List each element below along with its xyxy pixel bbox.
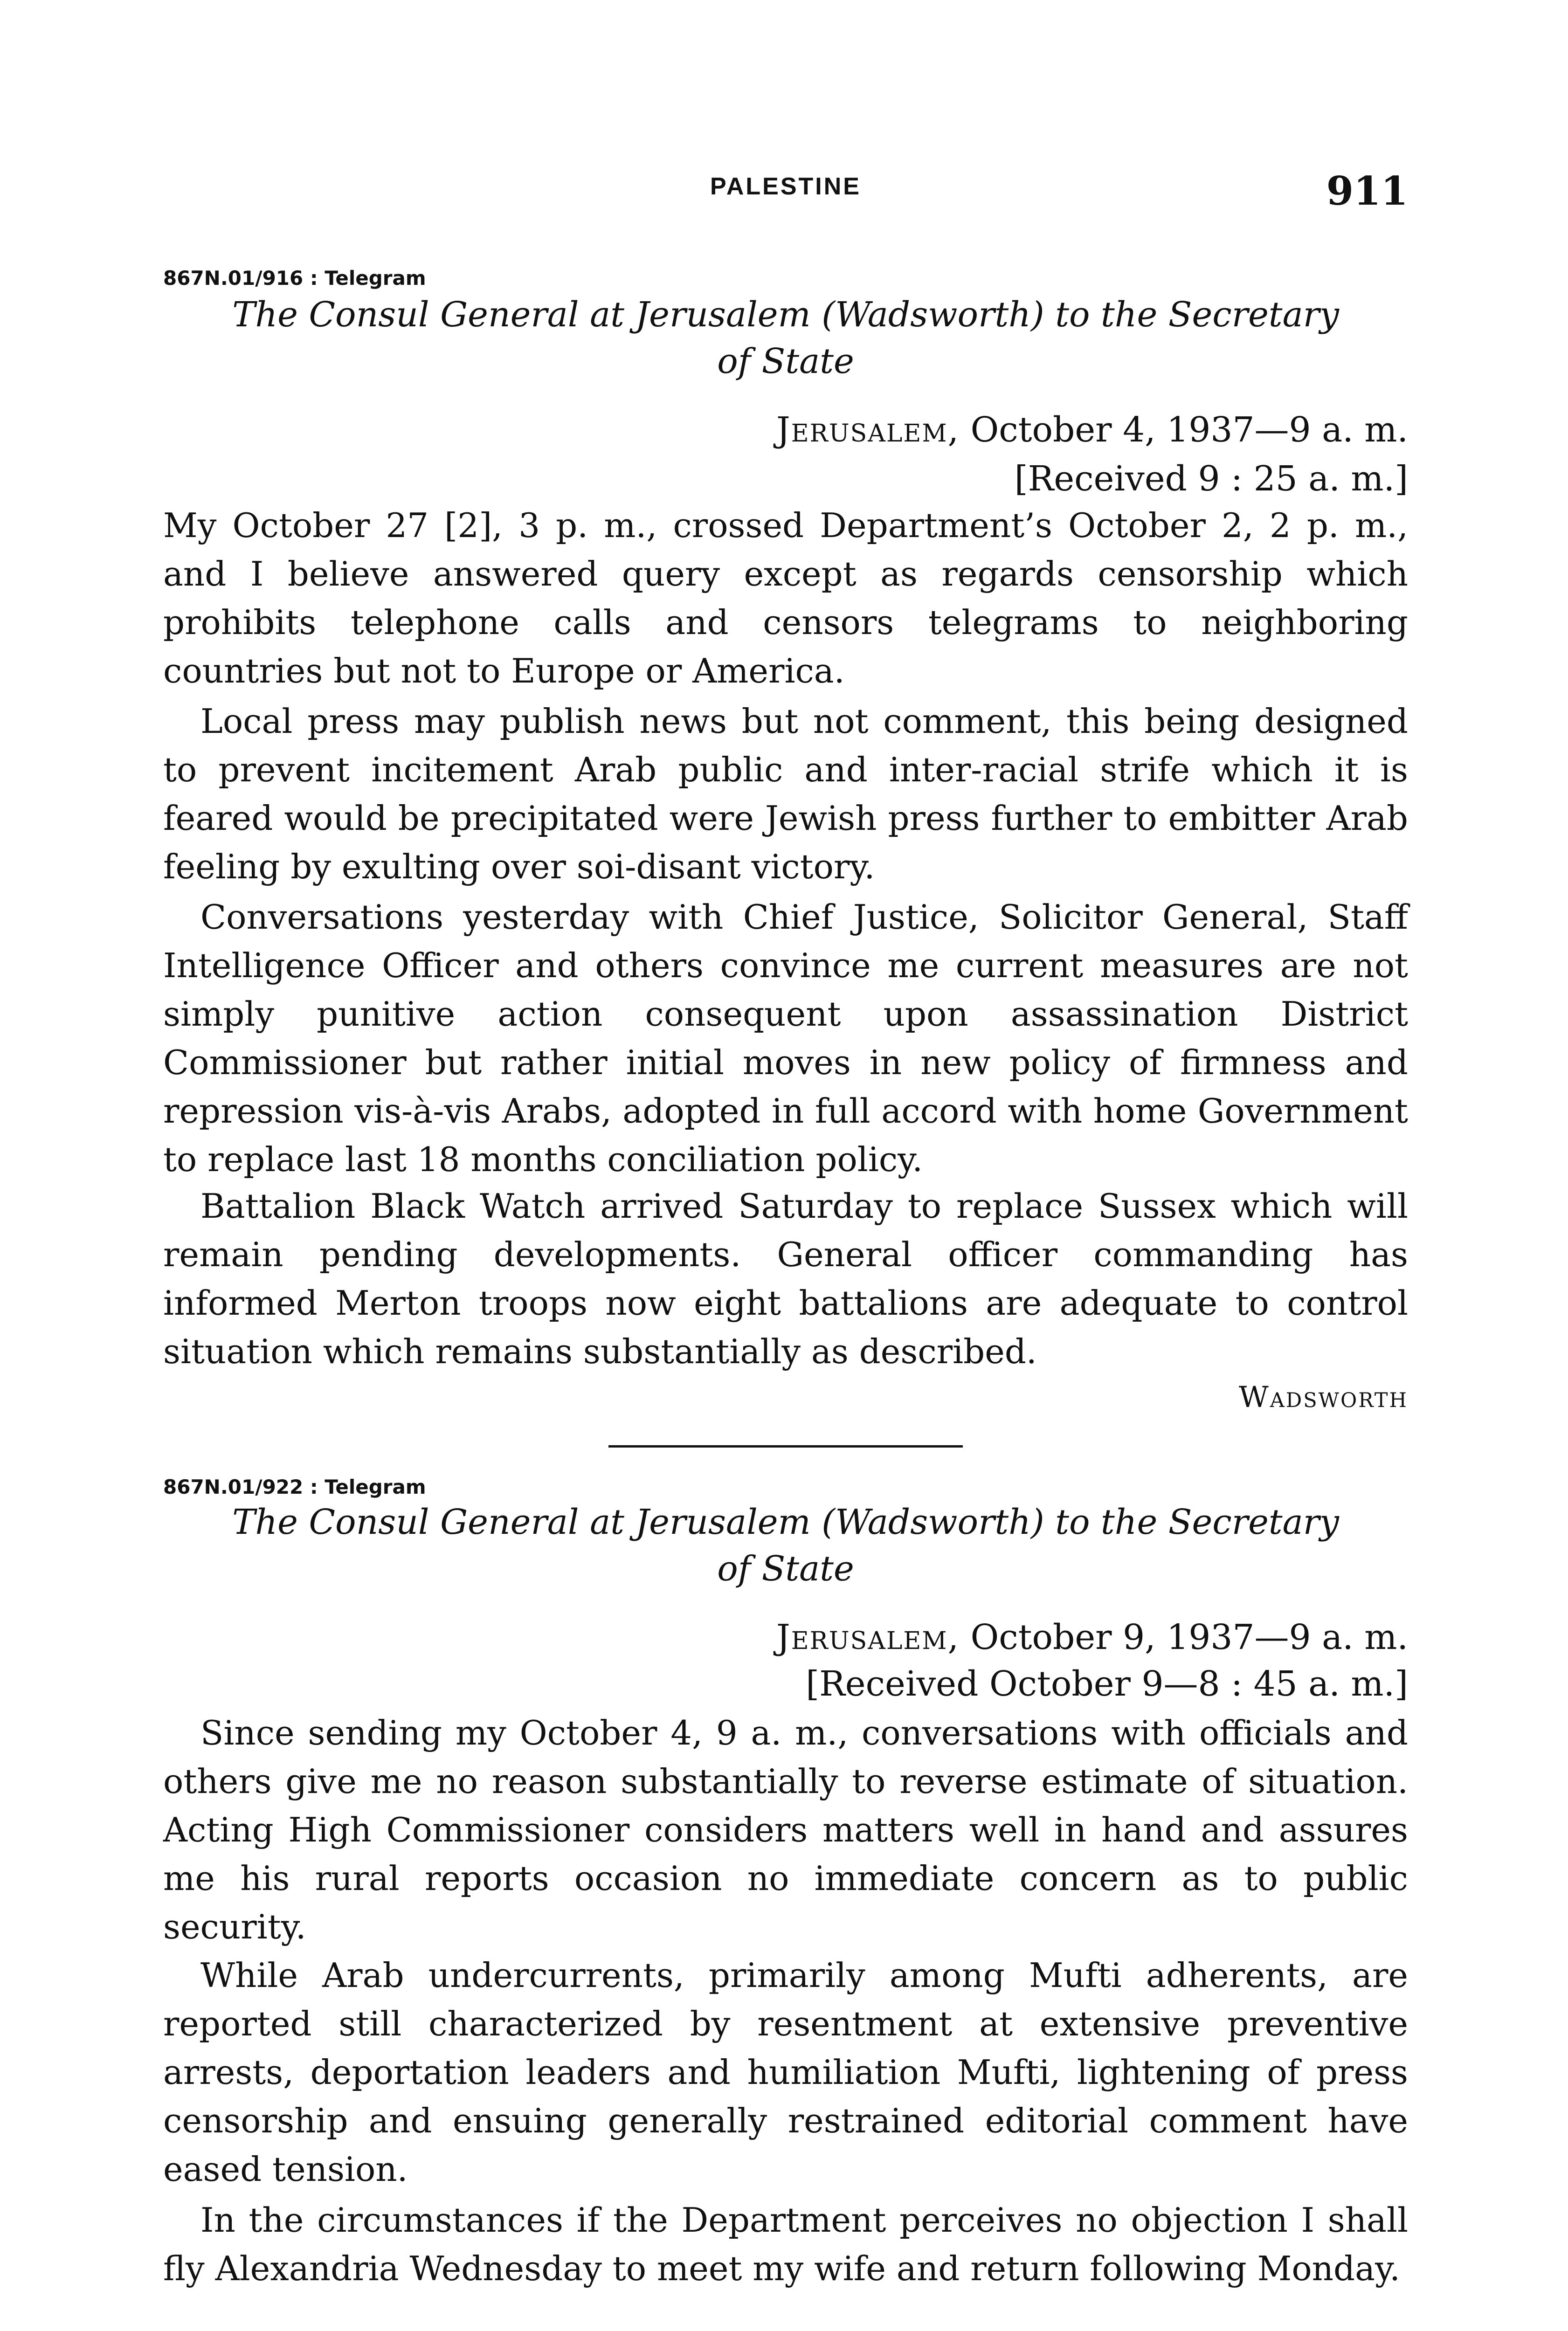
document-heading-continuation: of State: [717, 1549, 854, 1589]
running-head: [163, 168, 1408, 219]
paragraph: Conversations yesterday with Chief Justice, Solicitor General, Staff Intelligence Officer and others convince me current measures are not simply punitive action consequent upon assassination District Commissioner but rather initial moves in new policy of firmness and repression vis-à-vis Arabs, adopted in full accord with home Government to replace last 18 months conciliation policy.: [163, 897, 1408, 1179]
paragraph: Battalion Black Watch arrived Saturday to replace Sussex which will remain pending developments. General officer commanding has informed Merton troops now eight battalions are adequate to control situation which remains substantially as described.: [163, 1186, 1408, 1371]
received-line: [Received 9 : 25 a. m.]: [1014, 459, 1408, 499]
dateline-place: Jerusalem,: [776, 1617, 960, 1657]
paragraph: My October 27 [2], 3 p. m., crossed Department’s October 2, 2 p. m., and I believe answered query except as regards censorship which prohibits telephone calls and censors telegrams to neighboring countries but not to Europe or America.: [163, 506, 1408, 690]
document-heading: The Consul General at Jerusalem (Wadsworth) to the Secretary: [232, 295, 1339, 335]
document-id: 867N.01/916 : Telegram: [163, 267, 426, 290]
page-number: 911: [1326, 168, 1408, 214]
dateline-date: October 9, 1937—9 a. m.: [960, 1617, 1408, 1657]
paragraph: Since sending my October 4, 9 a. m., conversations with officials and others give me no reason substantially to reverse estimate of situation. Acting High Commissioner considers matters well in hand and assures me his rural reports occasion no immediate concern as to public security.: [163, 1713, 1408, 1946]
document-id: 867N.01/922 : Telegram: [163, 1476, 426, 1498]
signature: Wadsworth: [1239, 1380, 1408, 1414]
section-divider: [608, 1445, 963, 1448]
running-title: PALESTINE: [710, 173, 861, 200]
document-heading-continuation: of State: [717, 341, 854, 381]
dateline: [776, 1613, 1408, 1662]
dateline-place: Jerusalem,: [776, 410, 960, 450]
document-heading: The Consul General at Jerusalem (Wadsworth) to the Secretary: [232, 1502, 1339, 1542]
received-line: [Received October 9—8 : 45 a. m.]: [806, 1664, 1408, 1704]
document-page: [163, 0, 1408, 2331]
paragraph: In the circumstances if the Department perceives no objection I shall fly Alexandria Wednesday to meet my wife and return following Monday.: [163, 2200, 1408, 2288]
paragraph: Local press may publish news but not comment, this being designed to prevent incitement Arab public and inter-racial strife which it is feared would be precipitated were Jewish press further to embitter Arab feeling by exulting over soi-disant victory.: [163, 702, 1408, 886]
paragraph: While Arab undercurrents, primarily among Mufti adherents, are reported still characterized by resentment at extensive preventive arrests, deportation leaders and humiliation Mufti, lightening of press censorship and ensuing generally restrained editorial comment have eased tension.: [163, 1956, 1408, 2189]
dateline-date: October 4, 1937—9 a. m.: [960, 410, 1408, 450]
dateline: [776, 406, 1408, 454]
